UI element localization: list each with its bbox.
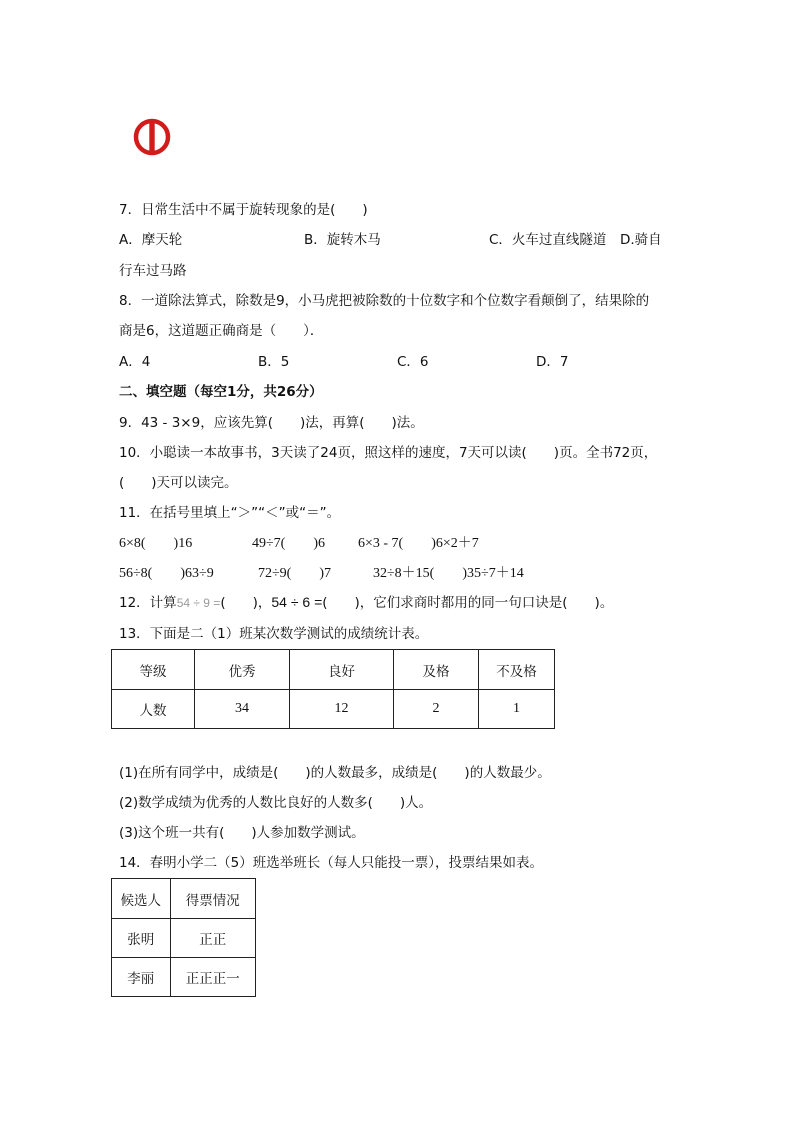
q7-option-d: D.骑自 bbox=[620, 232, 662, 248]
q7-option-b: B．旋转木马 bbox=[304, 232, 381, 248]
table-cell: 1 bbox=[479, 690, 555, 729]
table-header-cell: 候选人 bbox=[112, 879, 171, 919]
table-header-cell: 等级 bbox=[112, 650, 195, 690]
q7-option-a: A．摩天轮 bbox=[119, 232, 183, 248]
q12-blank-2: ( )，它们求商时都用的同一句口诀是( )。 bbox=[322, 595, 614, 611]
table-header-row bbox=[112, 879, 256, 919]
grade-statistics-table bbox=[111, 649, 555, 729]
table-header-cell: 不及格 bbox=[479, 650, 555, 690]
q13-sub1: (1)在所有同学中，成绩是( )的人数最多，成绩是( )的人数最少。 bbox=[119, 765, 551, 781]
table-header-cell: 及格 bbox=[394, 650, 479, 690]
q12-blank-1: ( )， bbox=[220, 595, 272, 611]
section-heading: 二、填空题（每空1分，共26分） bbox=[119, 384, 323, 400]
table-row bbox=[112, 958, 256, 997]
q11-item: 72÷9( )7 bbox=[258, 566, 332, 581]
q9-text: 9．43 - 3×9，应该先算( )法，再算( )法。 bbox=[119, 415, 424, 431]
q11-stem: 11．在括号里填上“＞”“＜”或“＝”。 bbox=[119, 505, 341, 521]
rotating-wheel-sign-icon bbox=[132, 117, 172, 157]
q7-stem: 7．日常生活中不属于旋转现象的是( ) bbox=[119, 202, 368, 218]
q8-stem-line1: 8．一道除法算式，除数是9，小马虎把被除数的十位数字和个位数字看颠倒了，结果除的 bbox=[119, 293, 650, 309]
q8-option-d: D．7 bbox=[536, 354, 569, 370]
table-cell: 2 bbox=[394, 690, 479, 729]
q12-prefix: 12．计算 bbox=[119, 595, 177, 611]
q10-line2: ( )天可以读完。 bbox=[119, 475, 238, 491]
q13-sub3: (3)这个班一共有( )人参加数学测试。 bbox=[119, 825, 365, 841]
q14-stem: 14．春明小学二（5）班选举班长（每人只能投一票），投票结果如表。 bbox=[119, 855, 544, 871]
q8-option-a: A．4 bbox=[119, 354, 151, 370]
table-header-cell: 优秀 bbox=[195, 650, 290, 690]
q11-item: 6×8( )16 bbox=[119, 536, 193, 551]
q12-expression-1: 54 ÷ 9 = bbox=[176, 596, 221, 610]
table-cell: 12 bbox=[290, 690, 394, 729]
q12-expression-2: 54 ÷ 6 = bbox=[271, 594, 323, 610]
table-header-cell: 良好 bbox=[290, 650, 394, 690]
q7-option-c: C．火车过直线隧道 bbox=[489, 232, 607, 248]
q11-item: 6×3 - 7( )6×2＋7 bbox=[358, 536, 479, 551]
candidate-name: 张明 bbox=[112, 919, 171, 958]
table-header-row bbox=[112, 650, 555, 690]
q12-line bbox=[119, 591, 613, 611]
table-row-label: 人数 bbox=[112, 690, 195, 729]
vote-tally: 正正正一 bbox=[170, 958, 255, 997]
q7-option-d-continuation: 行车过马路 bbox=[119, 263, 187, 279]
candidate-name: 李丽 bbox=[112, 958, 171, 997]
vote-tally-table bbox=[111, 878, 256, 997]
q13-sub2: (2)数学成绩为优秀的人数比良好的人数多( )人。 bbox=[119, 795, 433, 811]
table-row bbox=[112, 919, 256, 958]
q8-stem-line2: 商是6，这道题正确商是（ ）． bbox=[119, 323, 324, 339]
table-header-cell: 得票情况 bbox=[170, 879, 255, 919]
table-cell: 34 bbox=[195, 690, 290, 729]
vote-tally: 正正 bbox=[170, 919, 255, 958]
q8-option-b: B．5 bbox=[258, 354, 290, 370]
q10-line1: 10．小聪读一本故事书，3天读了24页，照这样的速度，7天可以读( )页。全书72页， bbox=[119, 445, 658, 461]
q8-option-c: C．6 bbox=[397, 354, 429, 370]
q11-item: 32÷8＋15( )35÷7＋14 bbox=[373, 566, 524, 581]
q13-stem: 13．下面是二（1）班某次数学测试的成绩统计表。 bbox=[119, 626, 429, 642]
q11-item: 56÷8( )63÷9 bbox=[119, 566, 214, 581]
q11-item: 49÷7( )6 bbox=[252, 536, 326, 551]
table-row bbox=[112, 690, 555, 729]
